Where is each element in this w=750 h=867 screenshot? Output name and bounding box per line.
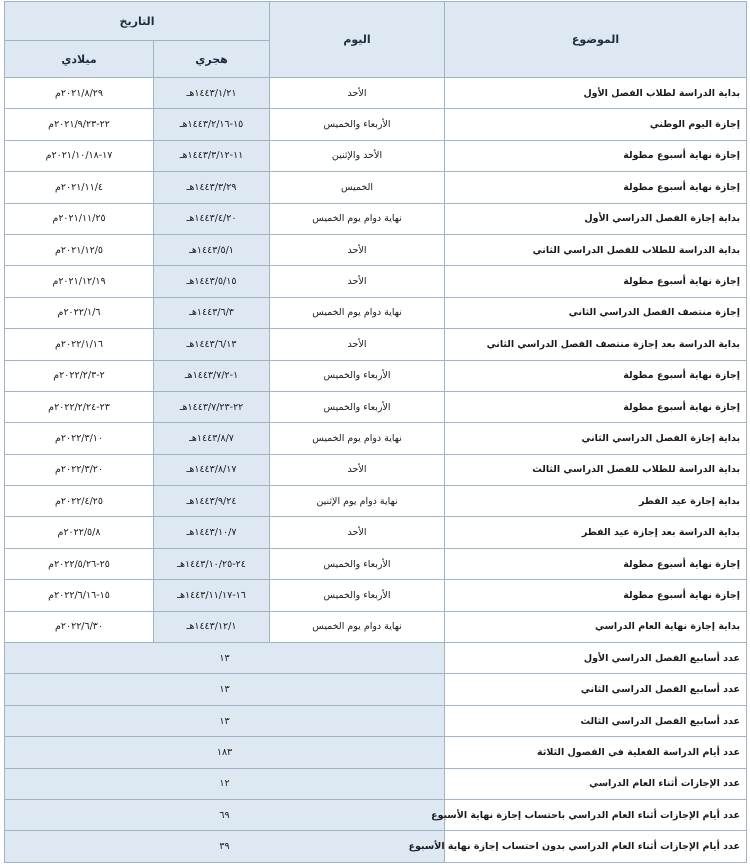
row-gregorian-date: ٢٢-٢٠٢١/٩/٢٣م xyxy=(5,109,154,140)
row-day: الأربعاء والخميس xyxy=(270,580,445,611)
row-gregorian-date: ٢٠٢٢/٥/٨م xyxy=(5,517,154,548)
row-topic: بداية الدراسة بعد إجازة عيد الفطر xyxy=(445,517,747,548)
row-day: الأحد xyxy=(270,329,445,360)
row-hijri-date: ١٤٤٣/٦/٣هـ xyxy=(154,297,270,328)
header-date: التاريخ xyxy=(5,2,270,41)
row-gregorian-date: ٢٠٢١/١٢/٥م xyxy=(5,234,154,265)
row-day: الأحد xyxy=(270,454,445,485)
row-hijri-date: ١٤٤٣/٥/١هـ xyxy=(154,234,270,265)
summary-row xyxy=(5,705,747,736)
row-hijri-date: ٢٢-١٤٤٣/٧/٢٣هـ xyxy=(154,391,270,422)
row-topic: بداية إجازة الفصل الدراسي الثاني xyxy=(445,423,747,454)
summary-value: ١٣ xyxy=(5,674,445,705)
table-row xyxy=(5,297,747,328)
table-row xyxy=(5,329,747,360)
row-hijri-date: ١-١٤٤٣/٧/٢هـ xyxy=(154,360,270,391)
row-hijri-date: ١٥-١٤٤٣/٢/١٦هـ xyxy=(154,109,270,140)
row-day: الأحد xyxy=(270,517,445,548)
row-hijri-date: ١٤٤٣/٦/١٣هـ xyxy=(154,329,270,360)
summary-label: عدد أسابيع الفصل الدراسي الثاني xyxy=(445,674,747,705)
table-row xyxy=(5,172,747,203)
row-topic: بداية إجازة الفصل الدراسي الأول xyxy=(445,203,747,234)
row-topic: بداية الدراسة بعد إجازة منتصف الفصل الدراسي الثاني xyxy=(445,329,747,360)
row-topic: إجازة نهاية أسبوع مطولة xyxy=(445,172,747,203)
summary-row xyxy=(5,643,747,674)
row-gregorian-date: ٢٠٢١/١١/٤م xyxy=(5,172,154,203)
row-topic: إجازة نهاية أسبوع مطولة xyxy=(445,360,747,391)
summary-value: ١٣ xyxy=(5,643,445,674)
row-day: الأحد والإثنين xyxy=(270,140,445,171)
summary-label: عدد أسابيع الفصل الدراسي الأول xyxy=(445,643,747,674)
summary-value: ١٢ xyxy=(5,768,445,799)
summary-label: عدد أسابيع الفصل الدراسي الثالث xyxy=(445,705,747,736)
header-gregorian: ميلادي xyxy=(5,41,154,78)
row-hijri-date: ١٤٤٣/٥/١٥هـ xyxy=(154,266,270,297)
table-row xyxy=(5,423,747,454)
summary-label: عدد الإجازات أثناء العام الدراسي xyxy=(445,768,747,799)
row-day: نهاية دوام يوم الخميس xyxy=(270,203,445,234)
row-topic: إجازة منتصف الفصل الدراسي الثاني xyxy=(445,297,747,328)
row-hijri-date: ١٤٤٣/٨/٧هـ xyxy=(154,423,270,454)
row-gregorian-date: ٢٠٢٢/٣/٢٠م xyxy=(5,454,154,485)
table-row xyxy=(5,203,747,234)
row-day: الأحد xyxy=(270,234,445,265)
row-hijri-date: ١٤٤٣/٩/٢٤هـ xyxy=(154,486,270,517)
table-row xyxy=(5,486,747,517)
summary-value: ١٣ xyxy=(5,705,445,736)
row-topic: بداية إجازة نهاية العام الدراسي xyxy=(445,611,747,642)
summary-label: عدد أيام الإجازات أثناء العام الدراسي بدون احتساب إجازة نهاية الأسبوع xyxy=(445,831,747,862)
row-topic: إجازة نهاية أسبوع مطولة xyxy=(445,266,747,297)
row-gregorian-date: ٢٠٢٢/٦/٣٠م xyxy=(5,611,154,642)
table-row xyxy=(5,234,747,265)
row-gregorian-date: ٢٠٢٢/٣/١٠م xyxy=(5,423,154,454)
row-hijri-date: ١٤٤٣/٤/٢٠هـ xyxy=(154,203,270,234)
row-topic: إجازة اليوم الوطني xyxy=(445,109,747,140)
summary-value: ١٨٣ xyxy=(5,737,445,768)
table-row xyxy=(5,454,747,485)
summary-label: عدد أيام الدراسة الفعلية في الفصول الثلاثة xyxy=(445,737,747,768)
row-day: الأربعاء والخميس xyxy=(270,548,445,579)
table-row xyxy=(5,611,747,642)
row-gregorian-date: ٢٣-٢٠٢٢/٢/٢٤م xyxy=(5,391,154,422)
summary-row xyxy=(5,674,747,705)
row-topic: إجازة نهاية أسبوع مطولة xyxy=(445,391,747,422)
row-topic: بداية إجازة عيد الفطر xyxy=(445,486,747,517)
row-gregorian-date: ١٥-٢٠٢٢/٦/١٦م xyxy=(5,580,154,611)
summary-row xyxy=(5,737,747,768)
header-topic: الموضوع xyxy=(445,2,747,78)
row-day: الأربعاء والخميس xyxy=(270,109,445,140)
summary-label: عدد أيام الإجازات أثناء العام الدراسي باحتساب إجازة نهاية الأسبوع xyxy=(445,799,747,830)
row-day: الأحد xyxy=(270,78,445,109)
row-hijri-date: ١٤٤٣/٨/١٧هـ xyxy=(154,454,270,485)
row-day: نهاية دوام يوم الخميس xyxy=(270,297,445,328)
row-day: نهاية دوام يوم الخميس xyxy=(270,423,445,454)
header-hijri: هجري xyxy=(154,41,270,78)
row-day: نهاية دوام يوم الخميس xyxy=(270,611,445,642)
table-row xyxy=(5,517,747,548)
summary-row xyxy=(5,768,747,799)
summary-row xyxy=(5,799,747,830)
table-row xyxy=(5,109,747,140)
row-day: الأربعاء والخميس xyxy=(270,360,445,391)
row-day: الأربعاء والخميس xyxy=(270,391,445,422)
row-gregorian-date: ٢٠٢٢/١/٦م xyxy=(5,297,154,328)
row-hijri-date: ١٤٤٣/١٢/١هـ xyxy=(154,611,270,642)
row-gregorian-date: ٢٠٢١/٨/٢٩م xyxy=(5,78,154,109)
row-gregorian-date: ٢٠٢١/١٢/١٩م xyxy=(5,266,154,297)
row-day: الأحد xyxy=(270,266,445,297)
row-hijri-date: ٢٤-١٤٤٣/١٠/٢٥هـ xyxy=(154,548,270,579)
row-topic: بداية الدراسة للطلاب للفصل الدراسي الثاني xyxy=(445,234,747,265)
row-gregorian-date: ٢-٢٠٢٢/٢/٣م xyxy=(5,360,154,391)
row-gregorian-date: ٢٠٢٢/١/١٦م xyxy=(5,329,154,360)
table-row xyxy=(5,78,747,109)
table-row xyxy=(5,580,747,611)
row-gregorian-date: ٢٠٢١/١١/٢٥م xyxy=(5,203,154,234)
summary-row xyxy=(5,831,747,862)
row-hijri-date: ١٤٤٣/١٠/٧هـ xyxy=(154,517,270,548)
row-topic: إجازة نهاية أسبوع مطولة xyxy=(445,140,747,171)
row-topic: بداية الدراسة للطلاب للفصل الدراسي الثالث xyxy=(445,454,747,485)
table-row xyxy=(5,548,747,579)
row-hijri-date: ١٤٤٣/٣/٢٩هـ xyxy=(154,172,270,203)
row-gregorian-date: ١٧-٢٠٢١/١٠/١٨م xyxy=(5,140,154,171)
summary-value: ٦٩ xyxy=(5,799,445,830)
row-day: الخميس xyxy=(270,172,445,203)
row-hijri-date: ١٤٤٣/١/٢١هـ xyxy=(154,78,270,109)
table-row xyxy=(5,266,747,297)
academic-calendar-table xyxy=(4,1,747,863)
row-day: نهاية دوام يوم الإثنين xyxy=(270,486,445,517)
row-hijri-date: ١١-١٤٤٣/٣/١٢هـ xyxy=(154,140,270,171)
row-topic: إجازة نهاية أسبوع مطولة xyxy=(445,548,747,579)
row-gregorian-date: ٢٠٢٢/٤/٢٥م xyxy=(5,486,154,517)
table-row xyxy=(5,360,747,391)
row-topic: إجازة نهاية أسبوع مطولة xyxy=(445,580,747,611)
row-hijri-date: ١٦-١٤٤٣/١١/١٧هـ xyxy=(154,580,270,611)
header-day: اليوم xyxy=(270,2,445,78)
table-row xyxy=(5,140,747,171)
table-row xyxy=(5,391,747,422)
summary-value: ٣٩ xyxy=(5,831,445,862)
row-gregorian-date: ٢٥-٢٠٢٢/٥/٢٦م xyxy=(5,548,154,579)
row-topic: بداية الدراسة لطلاب الفصل الأول xyxy=(445,78,747,109)
